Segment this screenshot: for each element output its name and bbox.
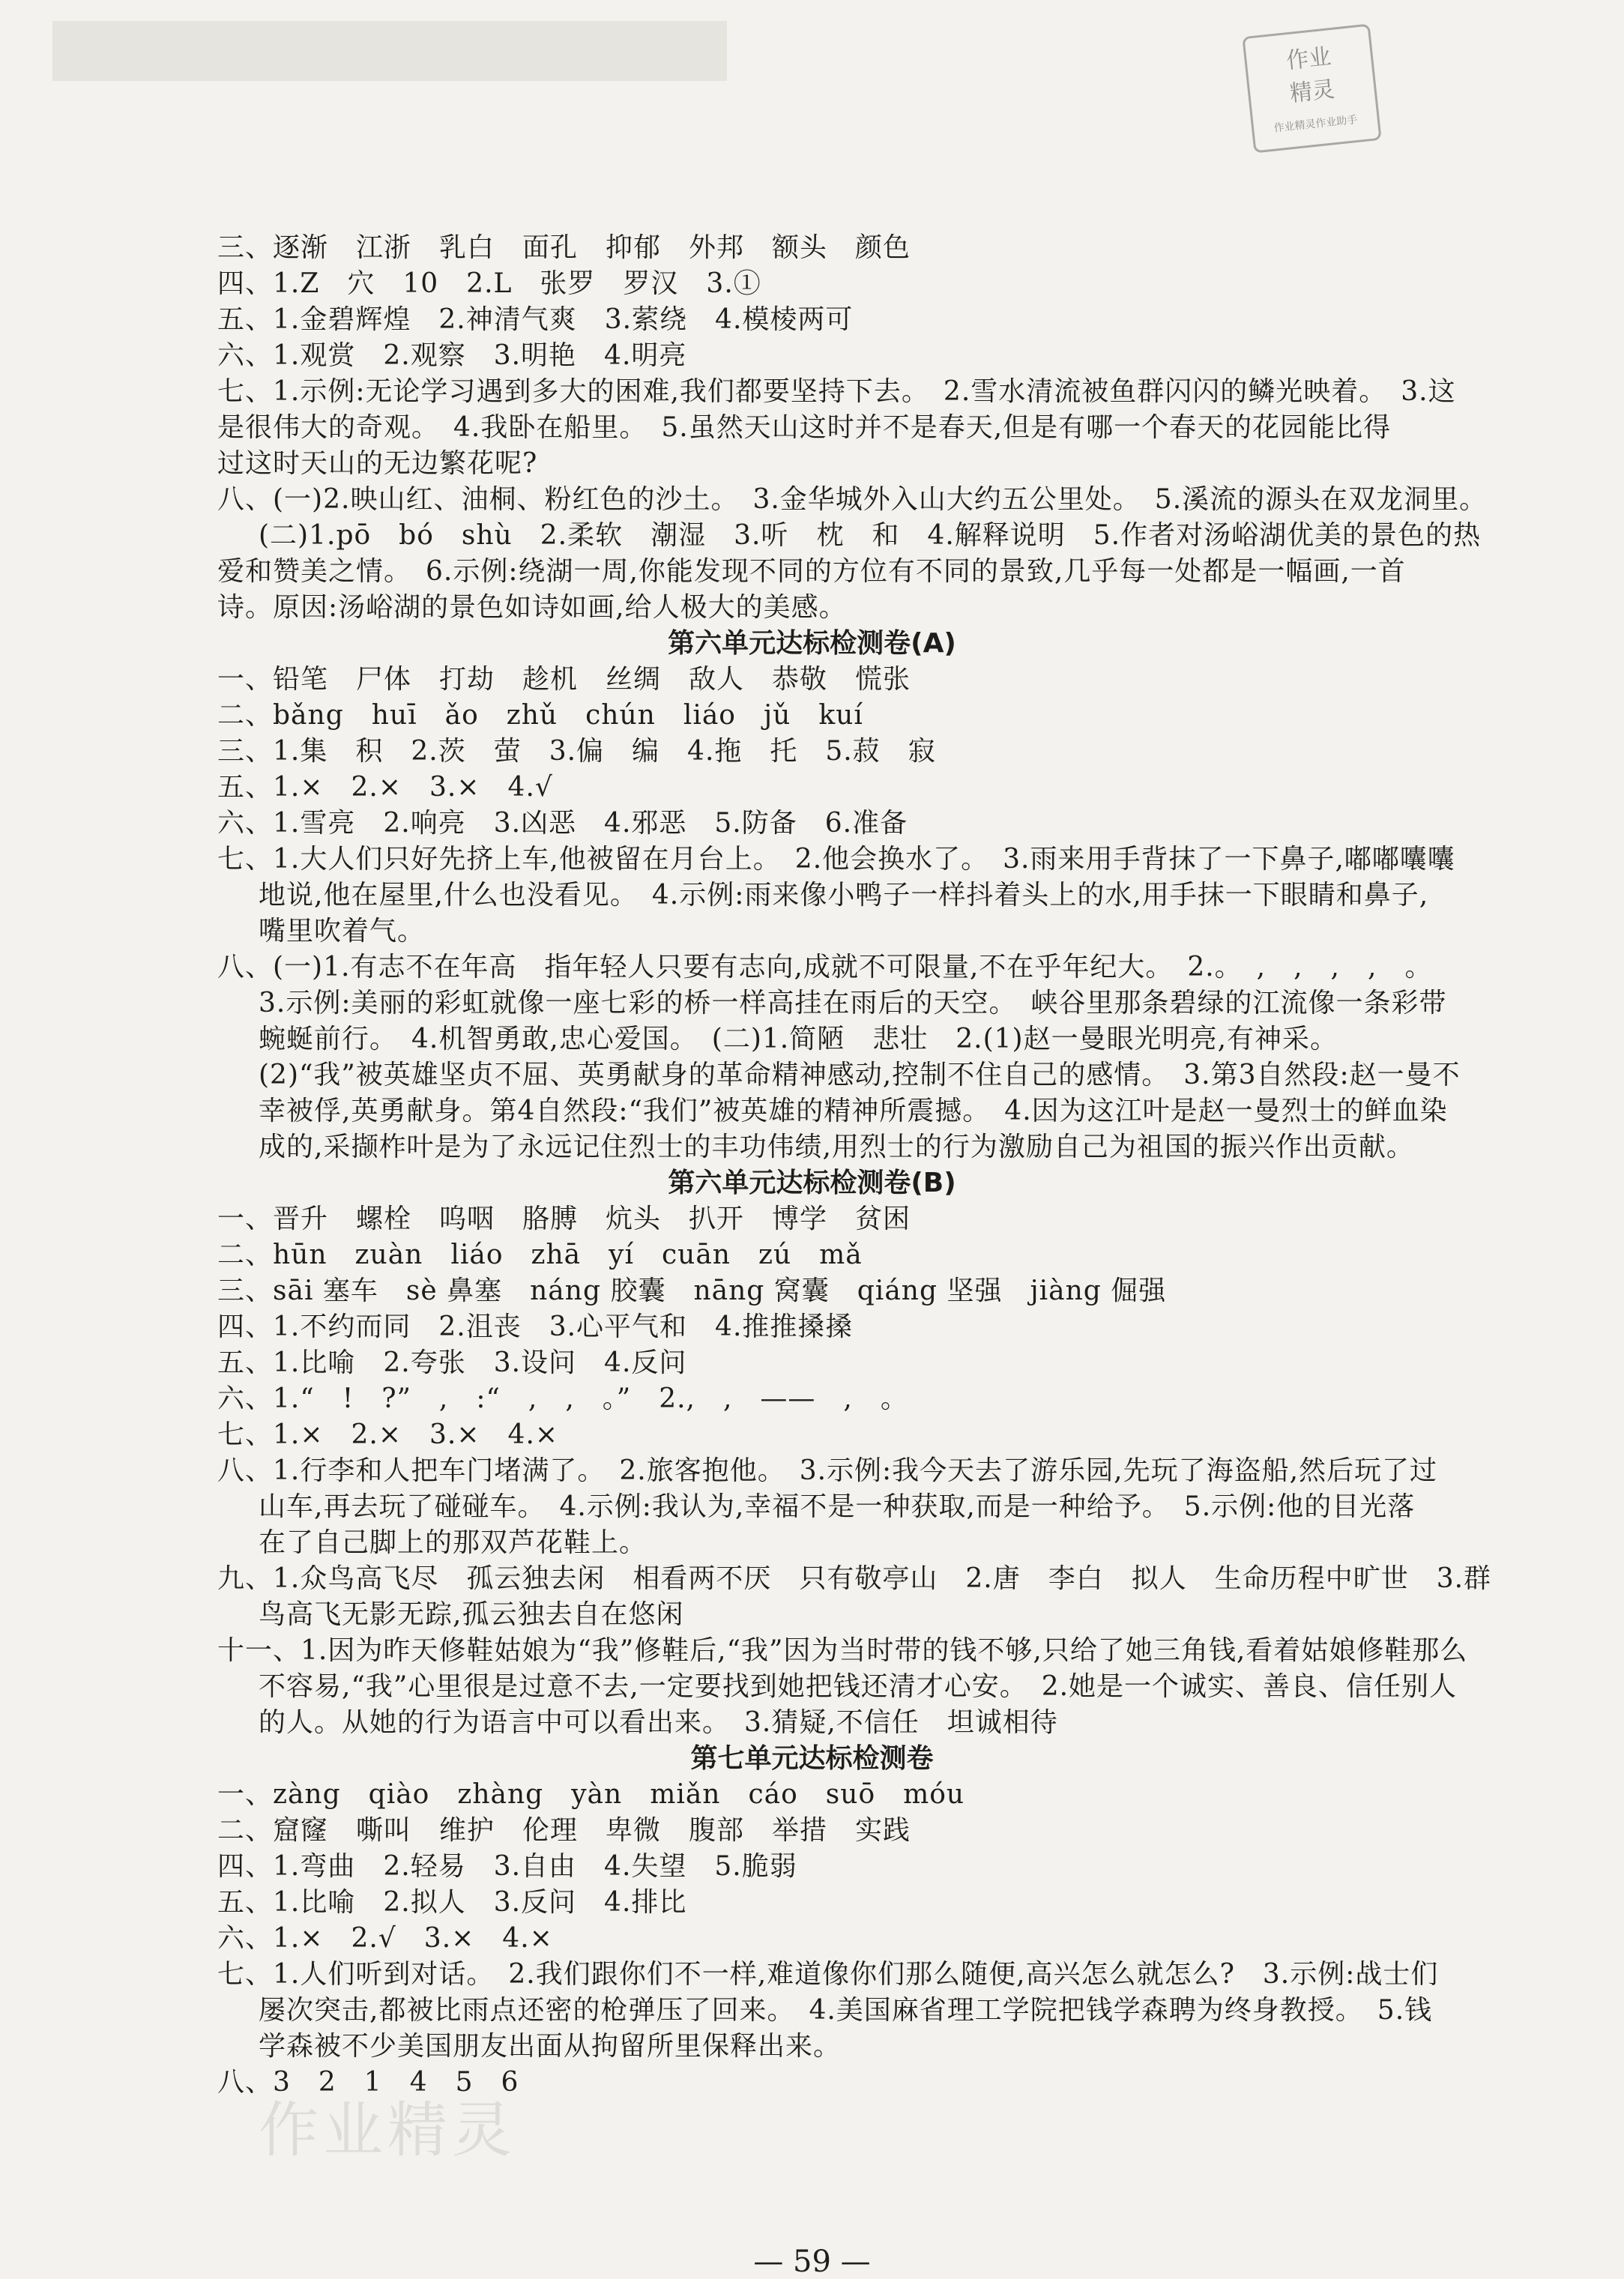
answer-line: 三、逐渐 江浙 乳白 面孔 抑郁 外邦 额头 颜色	[217, 232, 911, 263]
answer-line: 屡次突击,都被比雨点还密的枪弹压了回来。 4.美国麻省理工学院把钱学森聘为终身教授。 5.钱	[259, 1995, 1433, 2026]
answer-line: 八、(一)1.有志不在年高 指年轻人只要有志向,成就不可限量,不在乎年纪大。 2.。 , , , , 。	[217, 952, 1433, 982]
answer-line: 六、1.雪亮 2.响亮 3.凶恶 4.邪恶 5.防备 6.准备	[217, 808, 908, 839]
answer-line: 七、1.× 2.× 3.× 4.×	[217, 1419, 559, 1450]
answer-line: 嘴里吹着气。	[259, 916, 426, 947]
answer-line: 的人。从她的行为语言中可以看出来。 3.猜疑,不信任 坦诚相待	[259, 1707, 1058, 1738]
answer-line: 一、晋升 螺栓 呜咽 胳膊 炕头 扒开 博学 贫困	[217, 1204, 911, 1234]
stamp-text: 精灵	[1288, 76, 1336, 108]
answer-line: 地说,他在屋里,什么也没看见。 4.示例:雨来像小鸭子一样抖着头上的水,用手抹一下眼睛和鼻子,	[259, 880, 1429, 911]
page-number: — 59 —	[753, 2245, 871, 2279]
answer-line: (2)“我”被英雄坚贞不屈、英勇献身的革命精神感动,控制不住自己的感情。 3.第3自然段:赵一曼不	[259, 1060, 1461, 1090]
answer-line: 山车,再去玩了碰碰车。 4.示例:我认为,幸福不是一种获取,而是一种给予。 5.示例:他的目光落	[259, 1491, 1416, 1522]
answer-line: 七、1.人们听到对话。 2.我们跟你们不一样,难道像你们那么随便,高兴怎么就怎么? 3.示例:战士们	[217, 1959, 1439, 1990]
answer-line: 四、1.不约而同 2.沮丧 3.心平气和 4.推推搡搡	[217, 1311, 854, 1342]
stamp-text: 作业精灵作业助手	[1273, 113, 1359, 135]
answer-line: 九、1.众鸟高飞尽 孤云独去闲 相看两不厌 只有敬亭山 2.唐 李白 拟人 生命历程中旷世 3.群	[217, 1563, 1492, 1594]
watermark: 作业精灵	[259, 2095, 516, 2165]
answer-line: 二、bǎng huī ǎo zhǔ chún liáo jǔ kuí	[217, 700, 863, 731]
answer-line: 八、3 2 1 4 5 6	[217, 2067, 519, 2098]
answer-line: 在了自己脚上的那双芦花鞋上。	[259, 1527, 648, 1558]
answer-line: 过这时天山的无边繁花呢?	[217, 448, 538, 479]
answer-line: 诗。原因:汤峪湖的景色如诗如画,给人极大的美感。	[217, 592, 847, 623]
answer-line: 三、sāi 塞车 sè 鼻塞 náng 胶囊 nāng 窝囊 qiáng 坚强 jiàng 倔强	[217, 1276, 1167, 1306]
answer-line: 鸟高飞无影无踪,孤云独去自在悠闲	[259, 1599, 684, 1630]
answer-line: 是很伟大的奇观。 4.我卧在船里。 5.虽然天山这时并不是春天,但是有哪一个春天的花园能比得	[217, 412, 1392, 443]
answer-line: 五、1.× 2.× 3.× 4.√	[217, 772, 553, 803]
answer-line: 不容易,“我”心里很是过意不去,一定要找到她把钱还清才心安。 2.她是一个诚实、善良、信任别人	[259, 1671, 1458, 1702]
answer-line: 一、铅笔 尸体 打劫 趁机 丝绸 敌人 恭敬 慌张	[217, 664, 911, 695]
answer-line: 学森被不少美国朋友出面从拘留所里保释出来。	[259, 2031, 842, 2062]
answer-line: 七、1.示例:无论学习遇到多大的困难,我们都要坚持下去。 2.雪水清流被鱼群闪闪的鳞光映着。 3.这	[217, 376, 1456, 407]
answer-line: 四、1.Z 穴 10 2.L 张罗 罗汉 3.①	[217, 268, 761, 299]
answer-line: 四、1.弯曲 2.轻易 3.自由 4.失望 5.脆弱	[217, 1851, 797, 1882]
answer-line: (二)1.pō bó shù 2.柔软 潮湿 3.听 枕 和 4.解释说明 5.作者对汤峪湖优美的景色的热	[259, 520, 1482, 551]
answer-line: 五、1.比喻 2.拟人 3.反问 4.排比	[217, 1887, 687, 1918]
answer-line: 六、1.“ ! ?” , :“ , , 。” 2., , —— , 。	[217, 1383, 908, 1414]
answer-line: 一、zàng qiào zhàng yàn miǎn cáo suō móu	[217, 1779, 965, 1810]
answer-line: 六、1.× 2.√ 3.× 4.×	[217, 1923, 553, 1954]
answer-line: 七、1.大人们只好先挤上车,他被留在月台上。 2.他会换水了。 3.雨来用手背抹了一下鼻子,嘟嘟囔囔	[217, 844, 1455, 875]
answer-line: 蜿蜒前行。 4.机智勇敢,忠心爱国。 (二)1.简陋 悲壮 2.(1)赵一曼眼光明亮,有神采。	[259, 1024, 1338, 1054]
answer-line: 二、窟窿 嘶叫 维护 伦理 卑微 腹部 举措 实践	[217, 1815, 911, 1846]
answer-line: 幸被俘,英勇献身。第4自然段:“我们”被英雄的精神所震撼。 4.因为这江叶是赵一曼烈士的鲜血染	[259, 1096, 1448, 1126]
answer-line: 3.示例:美丽的彩虹就像一座七彩的桥一样高挂在雨后的天空。 峡谷里那条碧绿的江流像一条彩带	[259, 988, 1447, 1018]
answer-line: 二、hūn zuàn liáo zhā yí cuān zú mǎ	[217, 1240, 863, 1270]
stamp-text: 作业	[1285, 43, 1333, 75]
answer-line: 三、1.集 积 2.茨 萤 3.偏 编 4.拖 托 5.菽 寂	[217, 736, 936, 767]
answer-line: 五、1.比喻 2.夸张 3.设问 4.反问	[217, 1347, 687, 1378]
answer-line: 八、1.行李和人把车门堵满了。 2.旅客抱他。 3.示例:我今天去了游乐园,先玩了海盗船,然后玩了过	[217, 1455, 1438, 1486]
section-title: 第六单元达标检测卷(A)	[668, 628, 956, 659]
answer-line: 爱和赞美之情。 6.示例:绕湖一周,你能发现不同的方位有不同的景致,几乎每一处都是一幅画,一首	[217, 556, 1406, 587]
app-stamp-logo	[1242, 23, 1381, 153]
scan-header-shadow	[52, 21, 727, 81]
answer-line: 成的,采撷柞叶是为了永远记住烈士的丰功伟绩,用烈士的行为激励自己为祖国的振兴作出贡献。	[259, 1132, 1414, 1162]
answer-line: 五、1.金碧辉煌 2.神清气爽 3.萦绕 4.模棱两可	[217, 304, 854, 335]
answer-line: 六、1.观赏 2.观察 3.明艳 4.明亮	[217, 340, 687, 371]
section-title: 第六单元达标检测卷(B)	[668, 1168, 956, 1198]
answer-line: 十一、1.因为昨天修鞋姑娘为“我”修鞋后,“我”因为当时带的钱不够,只给了她三角钱,看着姑娘修鞋那么	[217, 1635, 1468, 1666]
answer-line: 八、(一)2.映山红、油桐、粉红色的沙土。 3.金华城外入山大约五公里处。 5.溪流的源头在双龙洞里。	[217, 484, 1488, 515]
section-title: 第七单元达标检测卷	[690, 1743, 934, 1774]
